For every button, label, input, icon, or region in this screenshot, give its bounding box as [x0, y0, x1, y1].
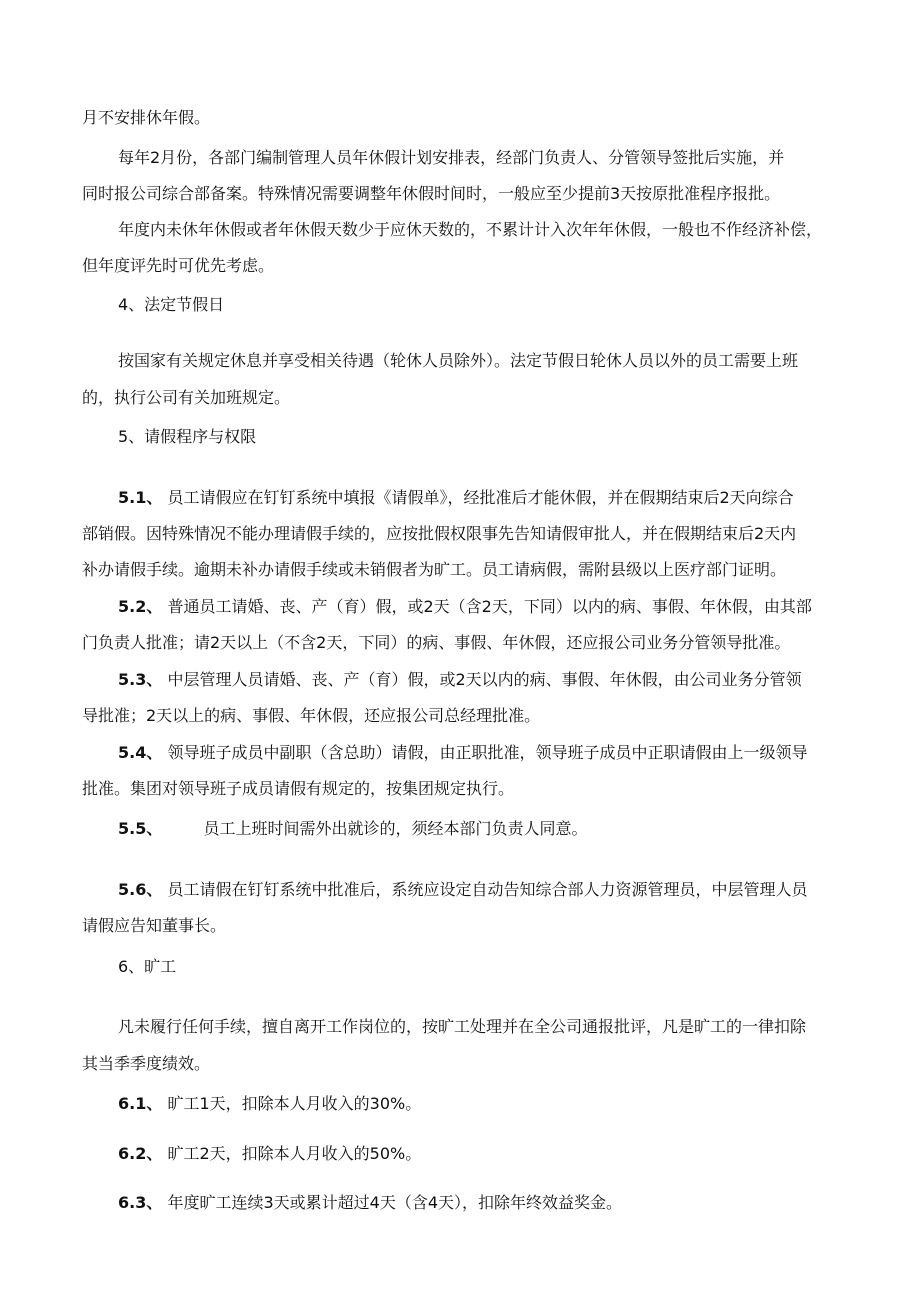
clause-number: 6.1、: [118, 1094, 163, 1113]
text-line: 每年2月份，各部门编制管理人员年休假计划安排表，经部门负责人、分管领导签批后实施，并: [118, 148, 785, 167]
clause-number: 5.3、: [118, 670, 163, 689]
section-heading: 5、请假程序与权限: [118, 427, 257, 446]
clause-line: [118, 1144, 421, 1164]
clause-text: 员工上班时间需外出就诊的，须经本部门负责人同意。: [203, 819, 588, 838]
section-heading: 4、法定节假日: [118, 295, 225, 314]
text-line: 凡未履行任何手续，擅自离开工作岗位的，按旷工处理并在全公司通报批评，凡是旷工的一律扣除: [118, 1017, 807, 1036]
text-line: 批准。集团对领导班子成员请假有规定的，按集团规定执行。: [82, 779, 515, 798]
clause-line: [118, 597, 812, 617]
clause-text: 普通员工请婚、丧、产（育）假，或2天（含2天，下同）以内的病、事假、年休假，由其部: [167, 597, 812, 616]
clause-number: 5.1、: [118, 488, 163, 507]
clause-text: 领导班子成员中副职（含总助）请假，由正职批准，领导班子成员中正职请假由上一级领导: [167, 743, 808, 762]
clause-line: [118, 670, 802, 690]
text-line: 按国家有关规定休息并享受相关待遇（轮休人员除外）。法定节假日轮休人员以外的员工需要上班: [118, 351, 799, 370]
clause-line: [118, 819, 587, 839]
clause-text: 员工请假在钉钉系统中批准后，系统应设定自动告知综合部人力资源管理员，中层管理人员: [167, 880, 808, 899]
clause-number: 5.4、: [118, 743, 163, 762]
text-line: 补办请假手续。逾期未补办请假手续或未销假者为旷工。员工请病假，需附县级以上医疗部门证明。: [82, 560, 787, 579]
clause-line: [118, 1193, 622, 1213]
clause-line: [118, 743, 807, 763]
text-line: 导批准；2天以上的病、事假、年休假，还应报公司总经理批准。: [82, 706, 541, 725]
clause-number: 6.3、: [118, 1193, 163, 1212]
clause-line: [118, 488, 794, 508]
clause-line: [118, 880, 807, 900]
clause-number: 5.6、: [118, 880, 163, 899]
section-heading: 6、旷工: [118, 957, 177, 976]
clause-text: 中层管理人员请婚、丧、产（育）假，或2天以内的病、事假、年休假，由公司业务分管领: [167, 670, 802, 689]
text-line: 年度内未休年休假或者年休假天数少于应休天数的，不累计计入次年年休假，一般也不作经济补偿，: [118, 220, 823, 239]
text-line: 其当季季度绩效。: [82, 1054, 211, 1073]
clause-text: 员工请假应在钉钉系统中填报《请假单》，经批准后才能休假，并在假期结束后2天向综合: [167, 488, 794, 507]
text-line: 的，执行公司有关加班规定。: [82, 388, 291, 407]
clause-number: 5.5、: [118, 819, 163, 838]
clause-line: [118, 1094, 421, 1114]
clause-number: 5.2、: [118, 597, 163, 616]
clause-text: 旷工1天，扣除本人月收入的30%。: [167, 1094, 422, 1113]
text-line: 请假应告知董事长。: [82, 916, 227, 935]
text-line: 月不安排休年假。: [82, 108, 211, 127]
text-line: 门负责人批准；请2天以上（不含2天，下同）的病、事假、年休假，还应报公司业务分管领导批准。: [82, 633, 791, 652]
clause-number: 6.2、: [118, 1144, 163, 1163]
text-line: 部销假。因特殊情况不能办理请假手续的，应按批假权限事先告知请假审批人，并在假期结束后2天内: [82, 524, 797, 543]
clause-text: 年度旷工连续3天或累计超过4天（含4天），扣除年终效益奖金。: [167, 1193, 622, 1212]
text-line: 但年度评先时可优先考虑。: [82, 256, 275, 275]
text-line: 同时报公司综合部备案。特殊情况需要调整年休假时间时，一般应至少提前3天按原批准程序报批。: [82, 184, 781, 203]
clause-text: 旷工2天，扣除本人月收入的50%。: [167, 1144, 422, 1163]
